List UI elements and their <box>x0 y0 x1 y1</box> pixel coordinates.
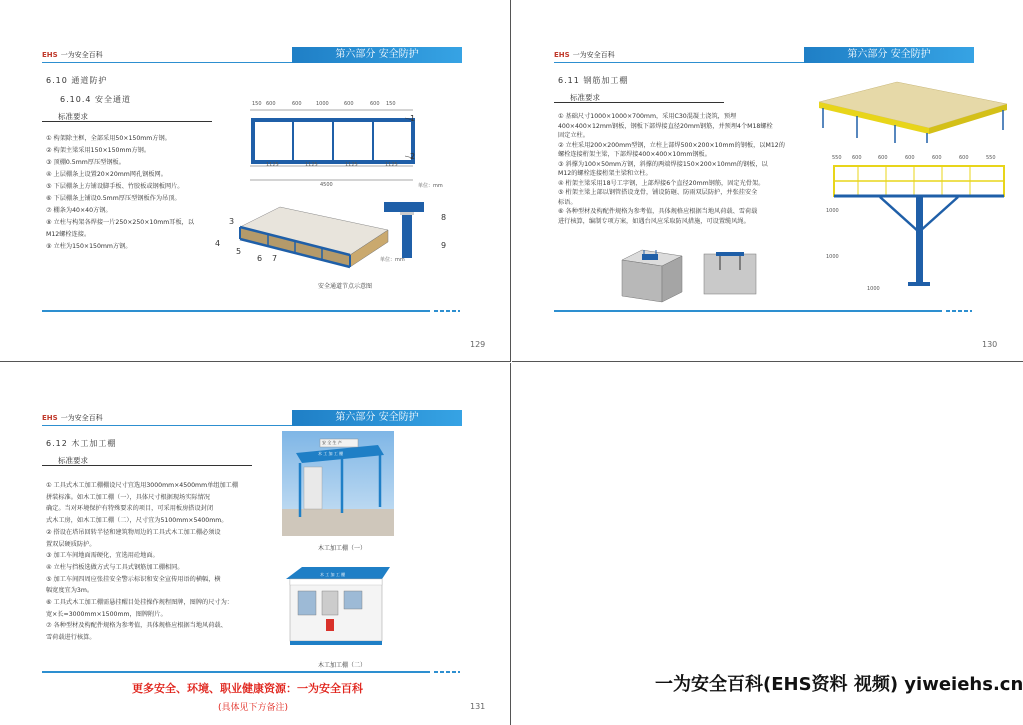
dim-label: 150 <box>252 101 262 107</box>
standard-heading: 标准要求 <box>58 112 88 121</box>
page-number: 131 <box>470 702 486 711</box>
dim-label: 1000 <box>826 208 839 214</box>
dim-label: 1000 <box>867 286 880 292</box>
dim-label: 550 <box>986 155 996 161</box>
dim-label: 150 <box>386 101 396 107</box>
steel-shed-elevation-drawing <box>830 162 1010 292</box>
section-title: 6.11 钢筋加工棚 <box>558 76 629 85</box>
frame-elevation-drawing <box>245 108 435 198</box>
standard-heading: 标准要求 <box>570 93 600 102</box>
callout-2: 2 <box>410 152 416 161</box>
node-detail-drawing <box>380 200 440 262</box>
header-title: 第六部分 安全防护 <box>804 47 974 63</box>
dim-label: 600 <box>878 155 888 161</box>
page-number: 129 <box>470 340 486 349</box>
callout-8: 8 <box>441 213 447 222</box>
page-130 <box>512 0 1023 362</box>
header-title: 第六部分 安全防护 <box>292 410 462 426</box>
dim-label: 600 <box>852 155 862 161</box>
dim-label: 1000 <box>316 101 329 107</box>
callout-7: 7 <box>272 254 278 263</box>
dim-label: 1125 <box>345 162 358 168</box>
dim-total: 4500 <box>320 182 333 188</box>
requirements-list: ① 构架除主框，全部采用50×150mm方钢。 ② 构架主梁采用150×150mm方钢。 ③ 顶棚0.5mm厚压型钢板。 ④ 上层棚条上设置20×20mm网孔钢板网。 ⑤ 下层棚条上方铺设脚手板、竹胶板或钢板网片。 ⑥ 下层棚条上铺设0.5mm厚压型钢板作为吊顶。 ⑦ 棚条为40×40方钢。 ⑧ 立柱与构架各焊接一片250×250×10mm耳板，以 M12螺栓连接。 ⑨ 立柱为150×150mm方钢。 <box>46 135 195 250</box>
callout-3: 3 <box>229 217 235 226</box>
dim-label: 1125 <box>385 162 398 168</box>
heading-underline <box>42 465 252 466</box>
heading-underline <box>42 121 212 122</box>
section-title: 6.12 木工加工棚 <box>46 439 117 448</box>
promo-line-1: 更多安全、环境、职业健康资源：一为安全百科 <box>132 682 363 695</box>
dim-label: 600 <box>292 101 302 107</box>
page-129 <box>0 0 511 362</box>
footer-rule <box>554 310 942 312</box>
subsection-title: 6.10.4 安全通道 <box>60 95 131 104</box>
foundation-3d-drawing <box>612 248 692 306</box>
figure-caption: 安全通道节点示意图 <box>318 283 373 290</box>
dim-label: 1125 <box>305 162 318 168</box>
dim-label: 1000 <box>826 254 839 260</box>
dim-label: 1125 <box>266 162 279 168</box>
callout-5: 5 <box>236 247 242 256</box>
brand-logo: EHS 一为安全百科 <box>42 414 103 422</box>
callout-9: 9 <box>441 241 447 250</box>
unit-label: 单位：mm <box>418 183 443 189</box>
shed-1-sign: 木 工 加 工 棚 <box>318 451 344 456</box>
requirements-list: ① 基础尺寸1000×1000×700mm，采用C30混凝土浇筑，预埋 400×400×12mm钢板，钢板下部焊接直径20mm钢筋，并预埋4个M18螺栓 固定立柱。 ② 立柱采用200×200mm型钢，立柱上部焊500×200×10mm的钢板，以M12的 螺栓连接桁架主梁，下部焊接400×400×10mm钢板。 ③ 斜撑为100×50mm方钢，斜撑的两端焊接150×200×10mm的钢板，以 M12的螺栓连接桁架主梁和立柱。 ④ 桁架主梁采用18号工字钢，上部焊接6个直径20mm钢筋，固定光骨架。 ⑤ 桁架主梁上部以钢管搭设龙骨，铺设防砸、防雨双层防护，并张挂安全 标语。 ⑥ 各种型材及构配件规格为参考值，具体规格应根据当地风荷载、雪荷载 进行核算，编制专项方案，如遇台风应采取防风措施，可设置缆风绳。 <box>558 113 785 225</box>
footer-dash <box>434 671 460 673</box>
steel-shed-3d-drawing <box>817 80 1012 145</box>
unit-label: 单位：mm <box>380 257 405 263</box>
footer-dash <box>434 310 460 312</box>
footer-rule <box>42 671 430 673</box>
dim-label: 600 <box>344 101 354 107</box>
requirements-list: ① 工具式木工加工棚棚设尺寸宜选用3000mm×4500mm单组加工棚 拼装标准。如木工加工棚（一），具体尺寸根据现场实际情况 确定。当对环境保护有特殊要求的项目，可采用板房搭设封闭 式木工房，如木工加工棚（二），尺寸宜为5100mm×5400mm。 ② 搭设在塔吊回转半径和建筑物周边的工具式木工加工棚必须设 置双层硬质防护。 ③ 加工车间地面需硬化，宜选用砼地面。 ④ 立柱与挡板选做方式与工具式钢筋加工棚相同。 ⑤ 加工车间四周应张挂安全警示标识和安全宣传用语的横幅，横 幅宽度宜为3m。 ⑥ 工具式木工加工棚需悬挂醒目处挂操作规程图牌，图牌的尺寸为： 宽×长=3000mm×1500mm，图牌附片。 ⑦ 各种型材及构配件规格为参考值，具体规格应根据当地风荷载、 雪荷载进行核算。 <box>46 482 239 642</box>
footer-rule <box>42 310 430 312</box>
figure-caption-2: 木工加工棚（二） <box>318 662 367 669</box>
shed-1-top-sign: 安 全 生 产 <box>322 440 342 445</box>
shed-2-image <box>282 561 394 647</box>
dim-label: 600 <box>905 155 915 161</box>
callout-6: 6 <box>257 254 263 263</box>
callout-1: 1 <box>410 114 416 123</box>
header-title: 第六部分 安全防护 <box>292 47 462 63</box>
dim-label: 550 <box>832 155 842 161</box>
heading-underline <box>554 102 724 103</box>
callout-4: 4 <box>215 239 221 248</box>
shed-2-sign: 木 工 加 工 棚 <box>320 572 346 577</box>
page-131 <box>0 363 511 725</box>
passage-3d-drawing <box>220 205 390 275</box>
dim-label: 600 <box>266 101 276 107</box>
dim-label: 600 <box>370 101 380 107</box>
standard-heading: 标准要求 <box>58 456 88 465</box>
dim-label: 600 <box>959 155 969 161</box>
figure-caption-1: 木工加工棚（一） <box>318 545 367 552</box>
footer-dash <box>946 310 972 312</box>
foundation-section-drawing <box>702 248 762 298</box>
page-number: 130 <box>982 340 998 349</box>
brand-logo: EHS 一为安全百科 <box>554 51 615 59</box>
brand-logo: EHS 一为安全百科 <box>42 51 103 59</box>
dim-label: 600 <box>932 155 942 161</box>
promo-line-2: (具体见下方备注) <box>218 703 289 713</box>
shed-1-drawing <box>282 431 394 536</box>
watermark-text: 一为安全百科(EHS资料 视频) yiweiehs.cn <box>655 674 1023 695</box>
shed-1-image <box>282 431 394 536</box>
section-title: 6.10 通道防护 <box>46 76 108 85</box>
